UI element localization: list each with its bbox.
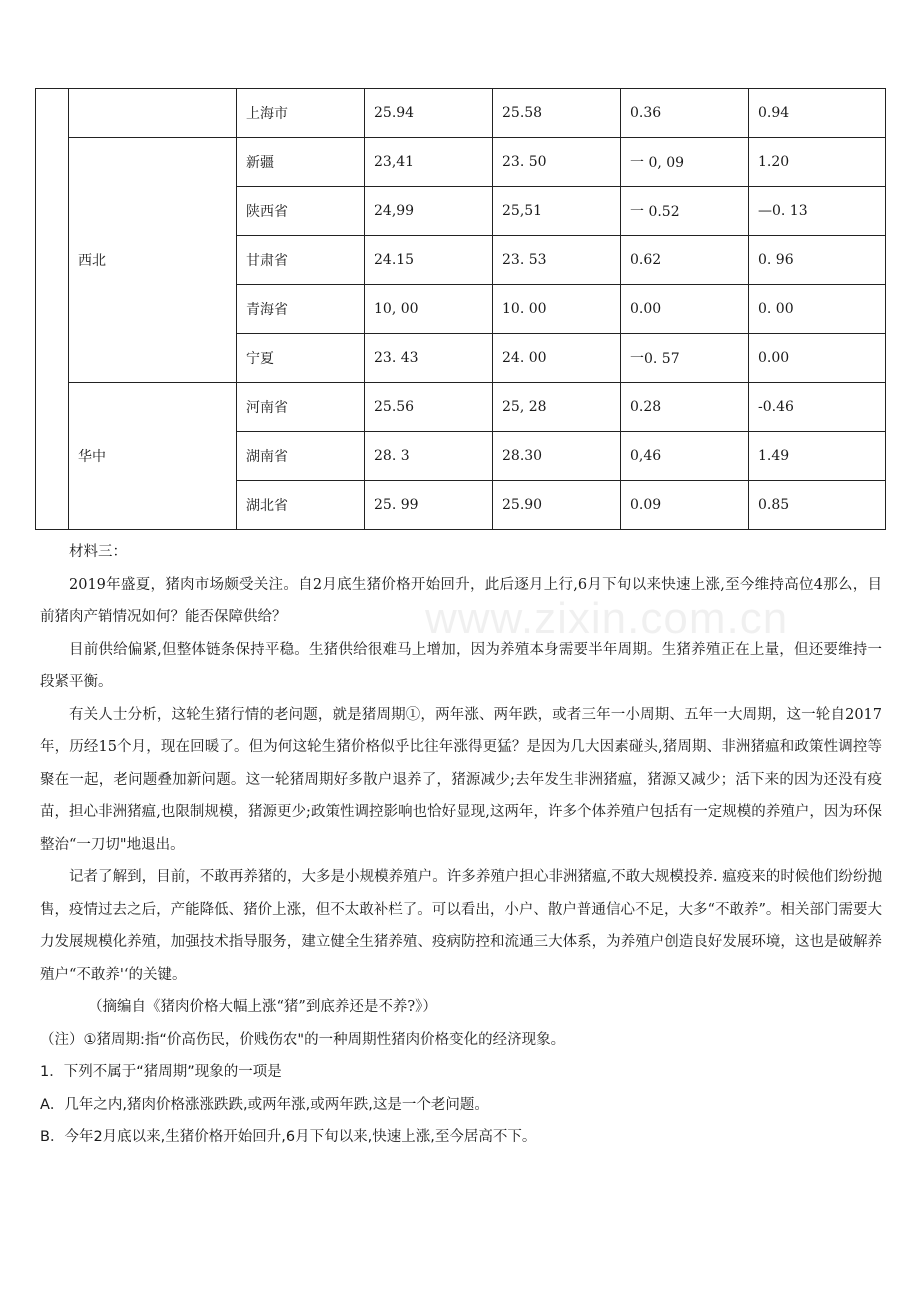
value-cell: 28.30 bbox=[493, 432, 621, 481]
blank-column-cell bbox=[36, 89, 69, 530]
province-cell: 河南省 bbox=[237, 383, 365, 432]
value-cell: 一 0.52 bbox=[621, 187, 749, 236]
value-cell: 0.09 bbox=[621, 481, 749, 530]
question-stem: 1．下列不属于“猪周期”现象的一项是 bbox=[40, 1064, 282, 1080]
province-cell: 甘肃省 bbox=[237, 236, 365, 285]
value-cell: 一 0, 09 bbox=[621, 138, 749, 187]
region-cell: 华中 bbox=[69, 383, 237, 530]
table-row bbox=[36, 89, 886, 138]
value-cell: 0.85 bbox=[749, 481, 886, 530]
value-cell: 24.15 bbox=[365, 236, 493, 285]
province-cell: 湖北省 bbox=[237, 481, 365, 530]
province-cell: 陕西省 bbox=[237, 187, 365, 236]
value-cell: 10. 00 bbox=[493, 285, 621, 334]
value-cell: 24. 00 bbox=[493, 334, 621, 383]
value-cell: 0.28 bbox=[621, 383, 749, 432]
value-cell: 25.90 bbox=[493, 481, 621, 530]
paragraph: 有关人士分析，这轮生猪行情的老问题，就是猪周期①，两年涨、两年跌，或者三年一小周期、五年一大周期，这一轮自2017年，历经15个月，现在回暖了。但为何这轮生猪价格似乎比往年涨得更猛？是因为几大因素碰头,猪周期、非洲猪瘟和政策性调控等聚在一起，老问题叠加新问题。这一轮猪周期好多散户退养了，猪源减少;去年发生非洲猪瘟，猪源又减少；活下来的因为还没有疫苗，担心非洲猪瘟,也限制规模，猪源更少;政策性调控影响也恰好显现,这两年，许多个体养殖户包括有一定规模的养殖户，因为环保整治“一刀切"地退出。 bbox=[40, 706, 882, 853]
value-cell: 25.56 bbox=[365, 383, 493, 432]
value-cell: 10, 00 bbox=[365, 285, 493, 334]
value-cell: 0. 00 bbox=[749, 285, 886, 334]
table-row bbox=[36, 138, 886, 187]
option-a: A．几年之内,猪肉价格涨涨跌跌,或两年涨,或两年跌,这是一个老问题。 bbox=[40, 1096, 489, 1113]
value-cell: 0.94 bbox=[749, 89, 886, 138]
value-cell: 0.00 bbox=[621, 285, 749, 334]
value-cell: —0. 13 bbox=[749, 187, 886, 236]
value-cell: 23. 43 bbox=[365, 334, 493, 383]
value-cell: 0,46 bbox=[621, 432, 749, 481]
value-cell: 23. 50 bbox=[493, 138, 621, 187]
value-cell: 25. 99 bbox=[365, 481, 493, 530]
footnote: （注）①猪周期:指“价高伤民，价贱伤农"的一种周期性猪肉价格变化的经济现象。 bbox=[40, 1031, 566, 1048]
value-cell: 0.00 bbox=[749, 334, 886, 383]
paragraph: 记者了解到，目前，不敢再养猪的，大多是小规模养殖户。许多养殖户担心非洲猪瘟,不敢大规模投养. 瘟疫来的时候他们纷纷抛售，疫情过去之后，产能降低、猪价上涨，但不太敢补栏了。可以看出，小户、散户普通信心不足，大多“不敢养”。相关部门需要大力发展规模化养殖，加强技术指导服务，建立健全生猪养殖、疫病防控和流通三大体系，为养殖户创造良好发展环境，这也是破解养殖户“不敢养'‘的关键。 bbox=[40, 869, 882, 983]
value-cell: 0. 96 bbox=[749, 236, 886, 285]
value-cell: 0.62 bbox=[621, 236, 749, 285]
value-cell: 25.94 bbox=[365, 89, 493, 138]
watermark: www.zixin.com.cn bbox=[425, 594, 789, 643]
value-cell: 23,41 bbox=[365, 138, 493, 187]
value-cell: 25,51 bbox=[493, 187, 621, 236]
region-cell: 西北 bbox=[69, 138, 237, 383]
option-b: B．今年2月底以来,生猪价格开始回升,6月下旬以来,快速上涨,至今居高不下。 bbox=[40, 1129, 537, 1145]
value-cell: 25.58 bbox=[493, 89, 621, 138]
paragraph: 目前供给偏紧,但整体链条保持平稳。生猪供给很难马上增加，因为养殖本身需要半年周期。生猪养殖正在上量，但还要维持一段紧平衡。 bbox=[40, 641, 882, 690]
value-cell: 28. 3 bbox=[365, 432, 493, 481]
value-cell: 24,99 bbox=[365, 187, 493, 236]
value-cell: 1.20 bbox=[749, 138, 886, 187]
region-cell bbox=[69, 89, 237, 138]
material-heading: 材料三： bbox=[69, 544, 127, 560]
article-body bbox=[40, 536, 882, 1154]
province-cell: 上海市 bbox=[237, 89, 365, 138]
value-cell: 0.36 bbox=[621, 89, 749, 138]
value-cell: 23. 53 bbox=[493, 236, 621, 285]
value-cell: -0.46 bbox=[749, 383, 886, 432]
paragraph: 2019年盛夏，猪肉市场颇受关注。自2月底生猪价格开始回升，此后逐月上行,6月下旬以来快速上涨,至今维持高位4那么，目前猪肉产销情况如何？能否保障供给？ bbox=[40, 576, 882, 625]
value-cell: 25, 28 bbox=[493, 383, 621, 432]
province-cell: 新疆 bbox=[237, 138, 365, 187]
price-table bbox=[35, 88, 886, 530]
province-cell: 宁夏 bbox=[237, 334, 365, 383]
value-cell: 一0. 57 bbox=[621, 334, 749, 383]
source-citation: （摘编自《猪肉价格大幅上涨“猪”到底养还是不养?》） bbox=[88, 999, 437, 1015]
province-cell: 青海省 bbox=[237, 285, 365, 334]
table-row bbox=[36, 383, 886, 432]
value-cell: 1.49 bbox=[749, 432, 886, 481]
province-cell: 湖南省 bbox=[237, 432, 365, 481]
